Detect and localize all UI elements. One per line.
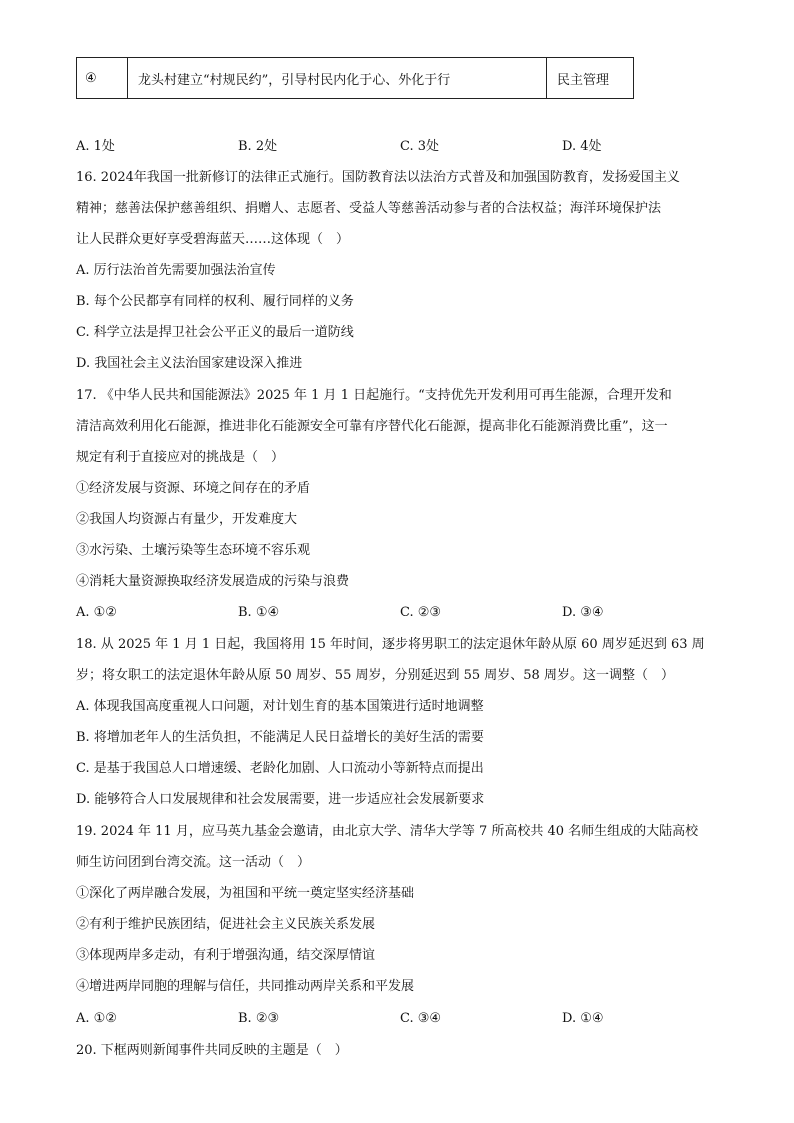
- q16-option-a: A. 厉行法治首先需要加强法治宣传: [76, 263, 276, 278]
- q16-option-b: B. 每个公民都享有同样的权利、履行同样的义务: [76, 294, 354, 309]
- answer-table: [76, 57, 634, 99]
- q16-stem-line-2: 精神；慈善法保护慈善组织、捐赠人、志愿者、受益人等慈善活动参与者的合法权益；海洋环境保护法: [76, 201, 662, 216]
- q17-item-2: ②我国人均资源占有量少，开发难度大: [76, 512, 298, 527]
- q17-item-4: ④消耗大量资源换取经济发展造成的污染与浪费: [76, 574, 350, 589]
- q18-stem-line-2: 岁；将女职工的法定退休年龄从原 50 周岁、55 周岁，分别延迟到 55 周岁、58 周岁。这一调整（ ）: [76, 668, 674, 683]
- q18-option-d: D. 能够符合人口发展规律和社会发展需要，进一步适应社会发展新要求: [76, 792, 485, 807]
- q18-stem-line-1: 18. 从 2025 年 1 月 1 日起，我国将用 15 年时间，逐步将男职工的法定退休年龄从原 60 周岁延迟到 63 周: [76, 637, 705, 652]
- q19-option-c: C. ③④: [400, 1011, 442, 1026]
- q20-stem-line-1: 20. 下框两则新闻事件共同反映的主题是（ ）: [76, 1043, 348, 1058]
- q19-stem-line-2: 师生访问团到台湾交流。这一活动（ ）: [76, 855, 311, 870]
- q18-option-a: A. 体现我国高度重视人口问题，对计划生育的基本国策进行适时地调整: [76, 699, 484, 714]
- q16-stem-line-1: 16. 2024年我国一批新修订的法律正式施行。国防教育法以法治方式普及和加强国防教育，发扬爱国主义: [76, 170, 680, 185]
- q19-option-d: D. ①④: [562, 1011, 604, 1026]
- q15-option-d: D. 4处: [562, 139, 602, 154]
- q17-stem-line-3: 规定有利于直接应对的挑战是（ ）: [76, 450, 285, 465]
- q19-item-2: ②有利于维护民族团结，促进社会主义民族关系发展: [76, 917, 376, 932]
- q17-stem-line-2: 清洁高效利用化石能源，推进非化石能源安全可靠有序替代化石能源，提高非化石能源消费比重”，这一: [76, 419, 668, 434]
- table-cell-category: 民主管理: [547, 58, 634, 99]
- q15-option-c: C. 3处: [400, 139, 440, 154]
- q17-item-3: ③水污染、土壤污染等生态环境不容乐观: [76, 543, 311, 558]
- table-cell-content: 龙头村建立“村规民约”，引导村民内化于心、外化于行: [128, 58, 547, 99]
- q17-option-a: A. ①②: [76, 605, 117, 620]
- table-cell-number: ④: [77, 58, 128, 99]
- q15-option-a: A. 1处: [76, 139, 115, 154]
- q17-option-c: C. ②③: [400, 605, 442, 620]
- q18-option-b: B. 将增加老年人的生活负担，不能满足人民日益增长的美好生活的需要: [76, 730, 484, 745]
- q18-option-c: C. 是基于我国总人口增速缓、老龄化加剧、人口流动小等新特点而提出: [76, 761, 484, 776]
- q19-item-4: ④增进两岸同胞的理解与信任，共同推动两岸关系和平发展: [76, 979, 415, 994]
- q19-item-1: ①深化了两岸融合发展，为祖国和平统一奠定坚实经济基础: [76, 886, 415, 901]
- table-row: [77, 58, 634, 99]
- q19-item-3: ③体现两岸多走动，有利于增强沟通，结交深厚情谊: [76, 948, 376, 963]
- q16-option-c: C. 科学立法是捍卫社会公平正义的最后一道防线: [76, 325, 354, 340]
- q17-option-b: B. ①④: [238, 605, 280, 620]
- q16-stem-line-3: 让人民群众更好享受碧海蓝天……这体现（ ）: [76, 232, 350, 247]
- q15-option-b: B. 2处: [238, 139, 278, 154]
- q17-item-1: ①经济发展与资源、环境之间存在的矛盾: [76, 481, 311, 496]
- q17-option-d: D. ③④: [562, 605, 604, 620]
- q19-option-b: B. ②③: [238, 1011, 280, 1026]
- q19-option-a: A. ①②: [76, 1011, 117, 1026]
- q17-stem-line-1: 17. 《中华人民共和国能源法》2025 年 1 月 1 日起施行。“支持优先开发利用可再生能源，合理开发和: [76, 388, 672, 403]
- q19-stem-line-1: 19. 2024 年 11 月，应马英九基金会邀请，由北京大学、清华大学等 7 所高校共 40 名师生组成的大陆高校: [76, 824, 699, 839]
- q16-option-d: D. 我国社会主义法治国家建设深入推进: [76, 356, 303, 371]
